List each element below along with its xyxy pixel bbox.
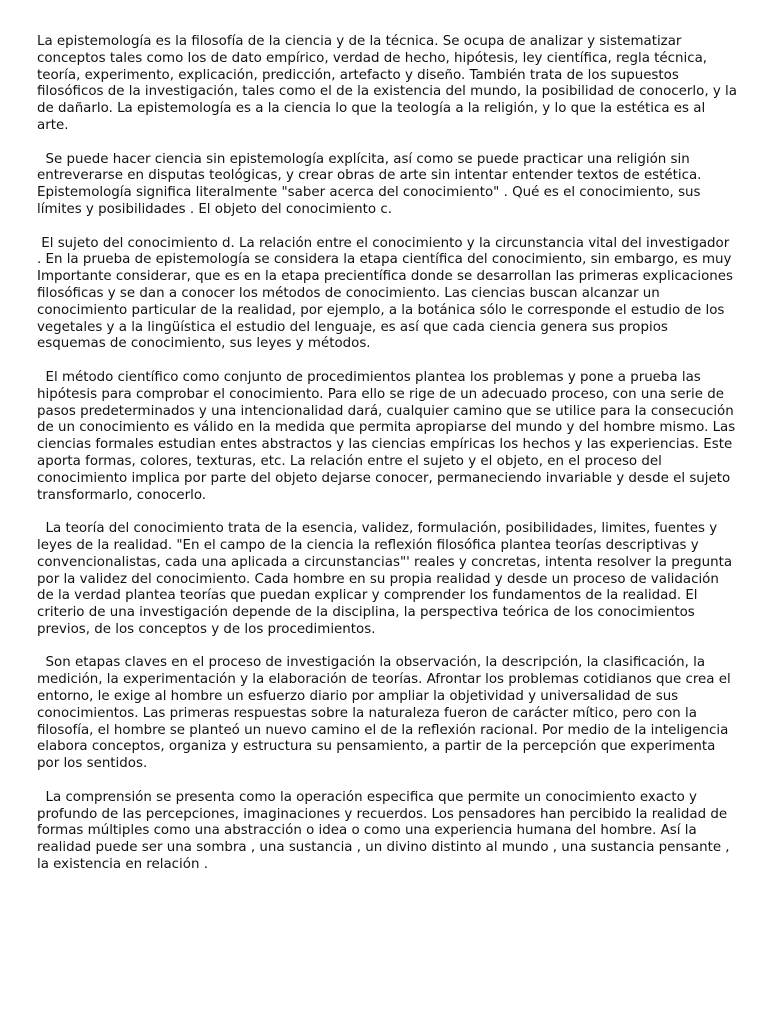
paragraph-5: La teoría del conocimiento trata de la esencia, validez, formulación, posibilidades, limites, fuentes y leyes de la realidad. "En el campo de la ciencia la reflexión filosófica plantea teorías descriptivas y convencionalistas, cada una aplicada a circunstancias"' reales y concretas, intenta resolver la pregunta por la validez del conocimiento. Cada hombre en su propia realidad y desde un proceso de validación de la verdad plantea teorías que puedan explicar y comprender los fundamentos de la realidad. El criterio de una investigación depende de la disciplina, la perspectiva teórica de los conocimientos previos, de los conceptos y de los procedimientos. <box>37 521 737 637</box>
paragraph-3: El sujeto del conocimiento d. La relación entre el conocimiento y la circunstancia vital del investigador . En la prueba de epistemología se considera la etapa científica del conocimiento, sin embargo, es muy Importante considerar, que es en la etapa precientífica donde se desarrollan las primeras explicaciones filosóficas y se dan a conocer los métodos de conocimiento. Las ciencias buscan alcanzar un conocimiento particular de la realidad, por ejemplo, a la botánica sólo le corresponde el estudio de los vegetales y a la lingüística el estudio del lenguaje, es así que cada ciencia genera sus propios esquemas de conocimiento, sus leyes y métodos. <box>37 235 738 352</box>
paragraph-2: Se puede hacer ciencia sin epistemología explícita, así como se puede practicar una religión sin entreverarse en disputas teológicas, y crear obras de arte sin intentar entender textos de estética. Epistemología significa literalmente "saber acerca del conocimiento" . Qué es el conocimiento, sus límites y posibilidades . El objeto del conocimiento c. <box>37 151 706 217</box>
paragraph-1: La epistemología es la filosofía de la ciencia y de la técnica. Se ocupa de analizar y sistematizar conceptos tales como los de dato empírico, verdad de hecho, hipótesis, ley científica, regla técnica, teoría, experimento, explicación, predicción, artefacto y diseño. También trata de los supuestos filosóficos de la investigación, tales como el de la existencia del mundo, la posibilidad de conocerlo, y la de dañarlo. La epistemología es a la ciencia lo que la teología a la religión, y lo que la estética es al arte. <box>37 34 742 133</box>
paragraph-4: El método científico como conjunto de procedimientos plantea los problemas y pone a prueba las hipótesis para comprobar el conocimiento. Para ello se rige de un adecuado proceso, con una serie de pasos predeterminados y una intencionalidad dará, cualquier camino que se utilice para la consecución de un conocimiento es válido en la medida que permita apropiarse del mundo y del hombre mismo. Las ciencias formales estudian entes abstractos y las ciencias empíricas los hechos y las experiencias. Este aporta formas, colores, texturas, etc. La relación entre el sujeto y el objeto, en el proceso del conocimiento implica por parte del objeto dejarse conocer, permaneciendo invariable y desde el sujeto transformarlo, conocerlo. <box>37 369 740 503</box>
paragraph-7: La comprensión se presenta como la operación especifica que permite un conocimiento exacto y profundo de las percepciones, imaginaciones y recuerdos. Los pensadores han percibido la realidad de formas múltiples como una abstracción o idea o como una experiencia humana del hombre. Así la realidad puede ser una sombra , una sustancia , un divino distinto al mundo , una sustancia pensante , la existencia en relación . <box>37 789 734 873</box>
paragraph-6: Son etapas claves en el proceso de investigación la observación, la descripción, la clasificación, la medición, la experimentación y la elaboración de teorías. Afrontar los problemas cotidianos que crea el entorno, le exige al hombre un esfuerzo diario por ampliar la objetividad y universalidad de sus conocimientos. Las primeras respuestas sobre la naturaleza fueron de carácter mítico, pero con la filosofía, el hombre se planteó un nuevo camino el de la reflexión racional. Por medio de la inteligencia elabora conceptos, organiza y estructura su pensamiento, a partir de la percepción que experimenta por los sentidos. <box>37 655 735 772</box>
document-page <box>37 34 742 891</box>
